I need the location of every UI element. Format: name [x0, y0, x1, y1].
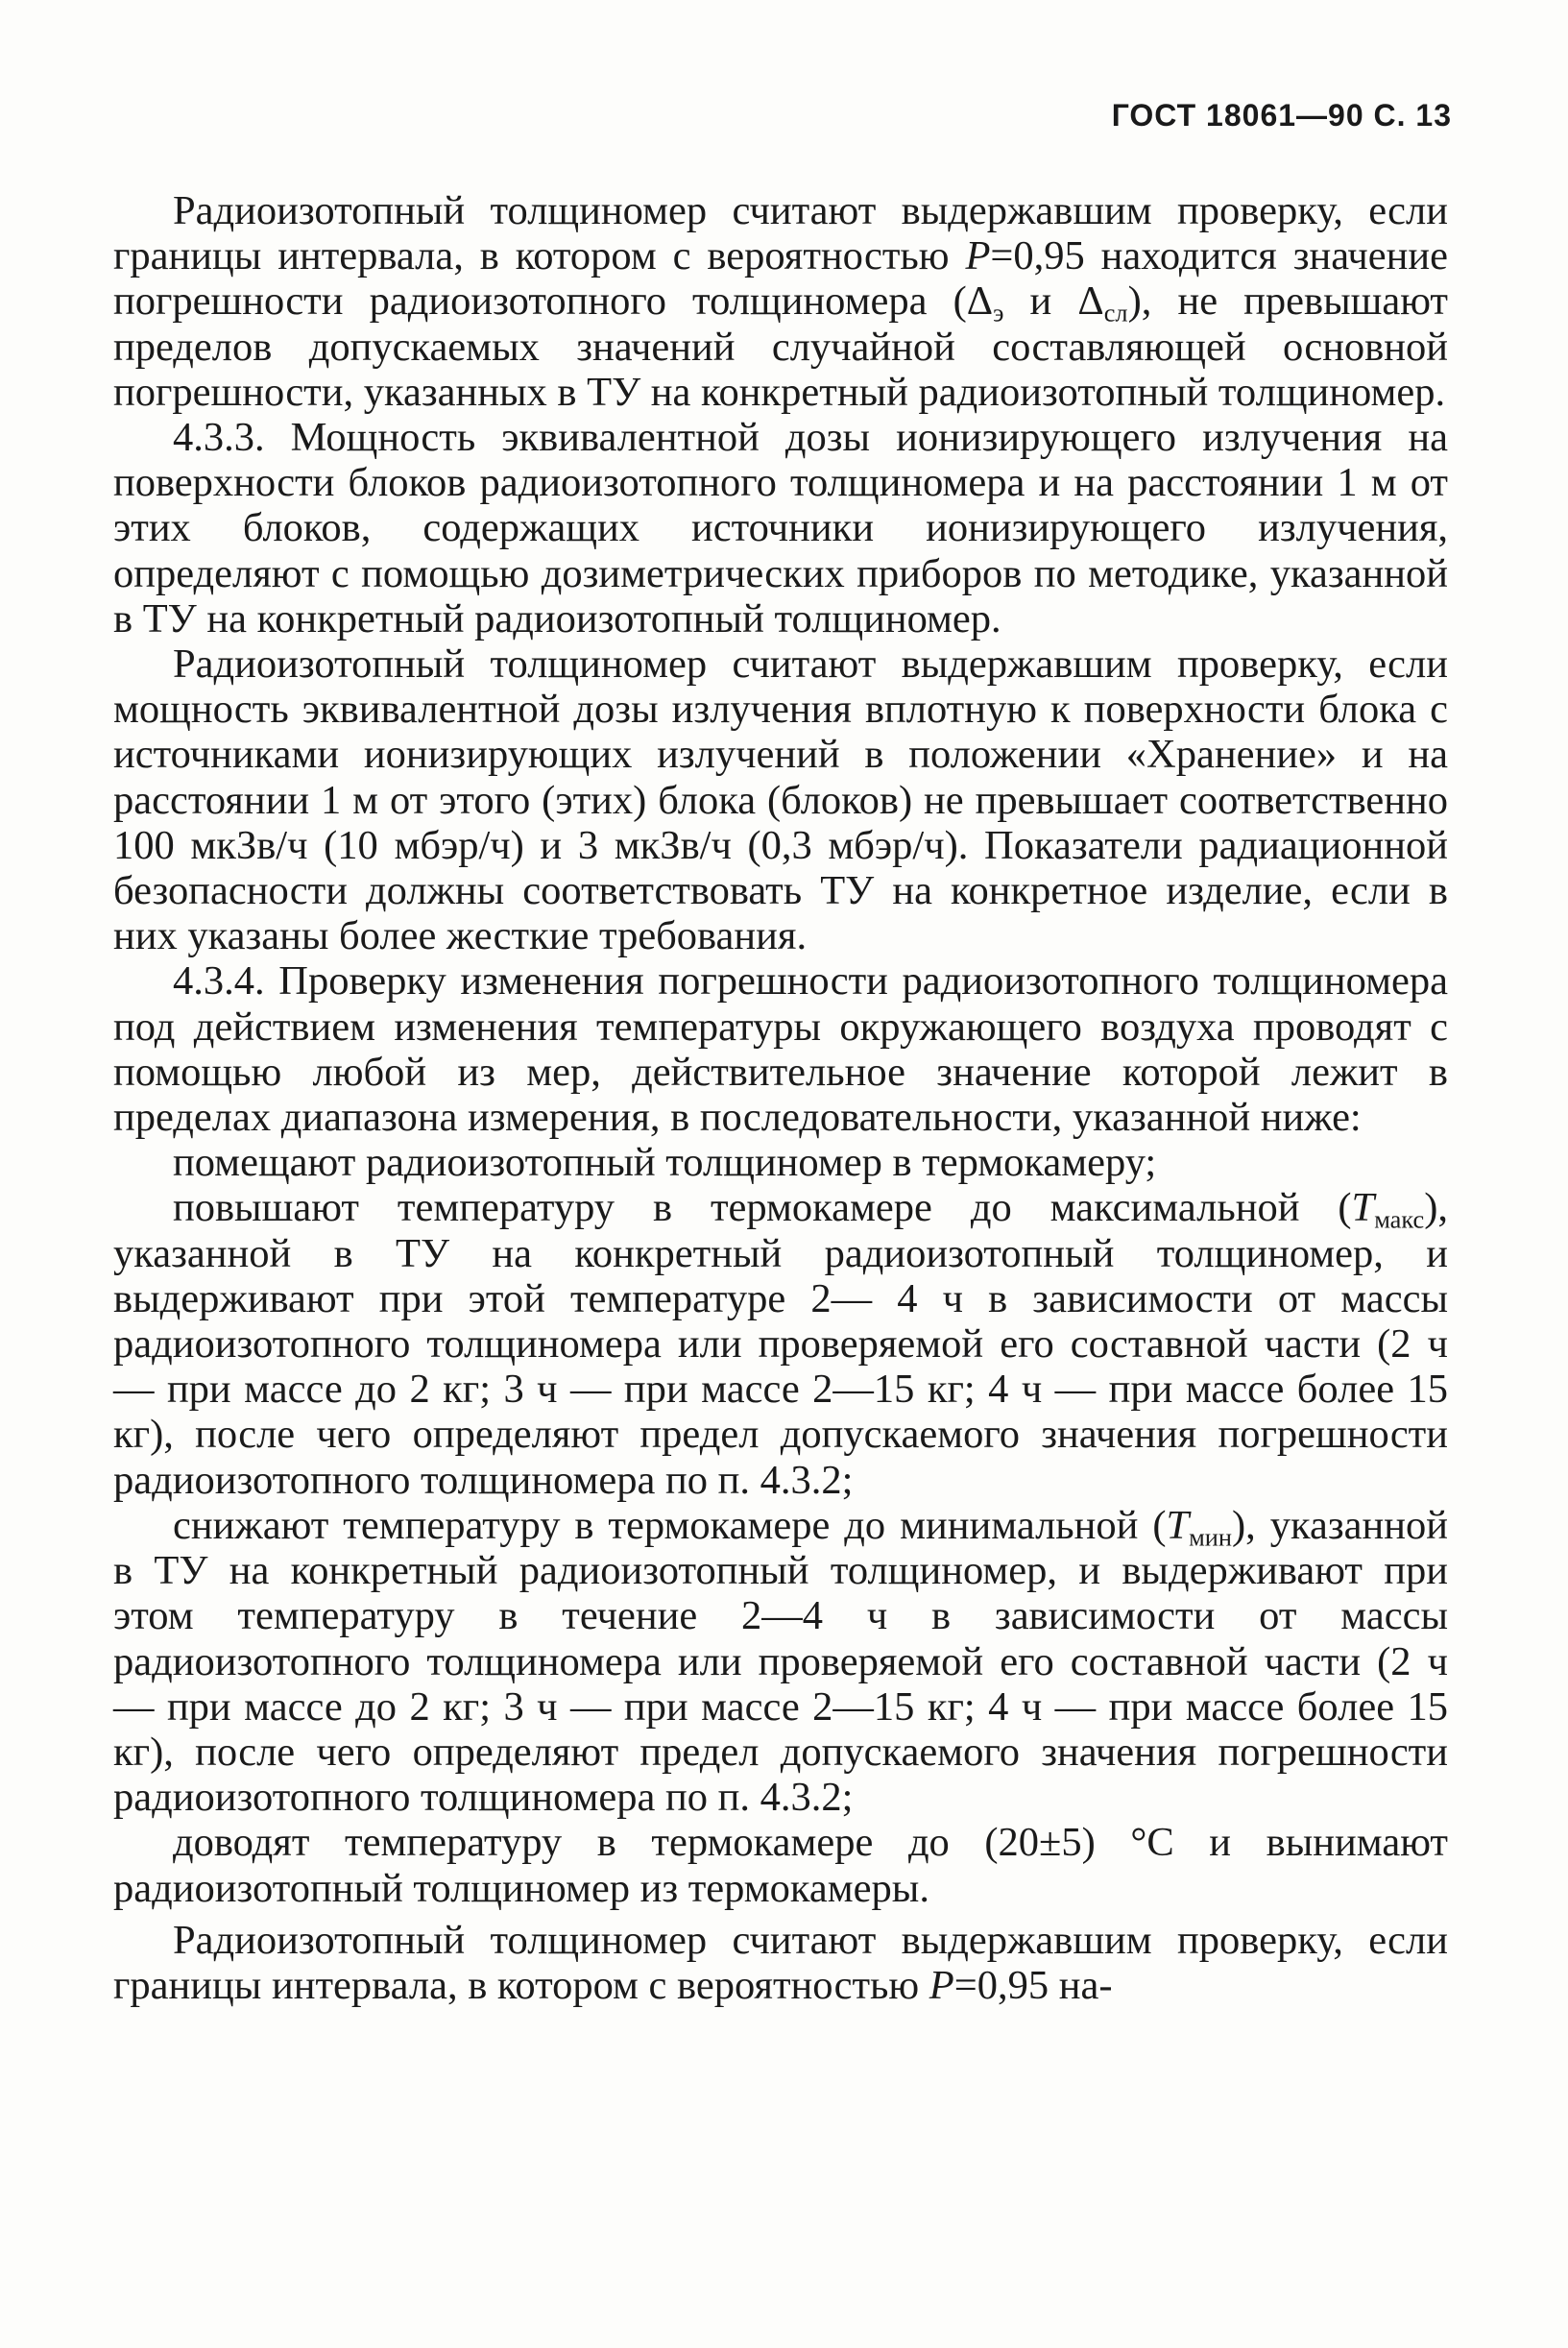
list-item-lower-temperature: снижают температуру в термокамере до минимальной $(T_{мин})$, указанной в ТУ на конкретный радиоизотопный толщиномер, и выдерживают при этом температуру в течение 2—4 ч в зависимости от массы радиоизотопного толщиномера или проверяемой его составной части (2 ч — при массе до 2 кг; 3 ч — при массе 2—15 кг; 4 ч — при массе более 15 кг), после чего определяют предел допускаемого значения погрешности радиоизотопного толщиномера по п. 4.3.2;	[113, 1502, 1448, 1821]
paragraph-verification-result-3: Радиоизотопный толщиномер считают выдержавшим проверку, если границы интервала, в котором с вероятностью P=0,95 на-	[113, 1917, 1448, 2008]
document-body	[113, 188, 1448, 2008]
paragraph-4-3-4: 4.3.4. Проверку изменения погрешности радиоизотопного толщиномера под действием изменения температуры окружающего воздуха проводят с помощью любой из мер, действительное значение которой лежит в пределах диапазона измерения, в последовательности, указанной ниже:	[113, 958, 1448, 1141]
list-item-raise-temperature: повышают температуру в термокамере до максимальной $(T_{макс})$, указанной в ТУ на конкретный радиоизотопный толщиномер, и выдерживают при этой температуре 2— 4 ч в зависимости от массы радиоизотопного толщиномера или проверяемой его составной части (2 ч — при массе до 2 кг; 3 ч — при массе 2—15 кг; 4 ч — при массе более 15 кг), после чего определяют предел допускаемого значения погрешности радиоизотопного толщиномера по п. 4.3.2;	[113, 1185, 1448, 1503]
paragraph-verification-result-1: Радиоизотопный толщиномер считают выдержавшим проверку, если границы интервала, в котором с вероятностью P=0,95 находится значение погрешности радиоизотопного толщиномера ($\Delta_э$ и $\Delta_{сл}$), не превышают пределов допускаемых значений случайной составляющей основной погрешности, указанных в ТУ на конкретный радиоизотопный толщиномер.	[113, 188, 1449, 415]
list-item-place-in-chamber: помещают радиоизотопный толщиномер в термокамеру;	[173, 1140, 1157, 1186]
paragraph-verification-result-2: Радиоизотопный толщиномер считают выдержавшим проверку, если мощность эквивалентной дозы излучения вплотную к поверхности блока с источниками ионизирующих излучений в положении «Хранение» и на расстоянии 1 м от этого (этих) блока (блоков) не превышает соответственно 100 мкЗв/ч (10 мбэр/ч) и 3 мкЗв/ч (0,3 мбэр/ч). Показатели радиационной безопасности должны соответствовать ТУ на конкретное изделие, если в них указаны более жесткие требования.	[113, 641, 1448, 959]
paragraph-4-3-3: 4.3.3. Мощность эквивалентной дозы ионизирующего излучения на поверхности блоков радиоизотопного толщиномера и на расстоянии 1 м от этих блоков, содержащих источники ионизирующего излучения, определяют с помощью дозиметрических приборов по методике, указанной в ТУ на конкретный радиоизотопный толщиномер.	[113, 415, 1448, 641]
document-header: ГОСТ 18061—90 С. 13	[1111, 98, 1452, 133]
list-item-return-temperature: доводят температуру в термокамере до (20±5) °С и вынимают радиоизотопный толщиномер из термокамеры.	[113, 1820, 1448, 1911]
